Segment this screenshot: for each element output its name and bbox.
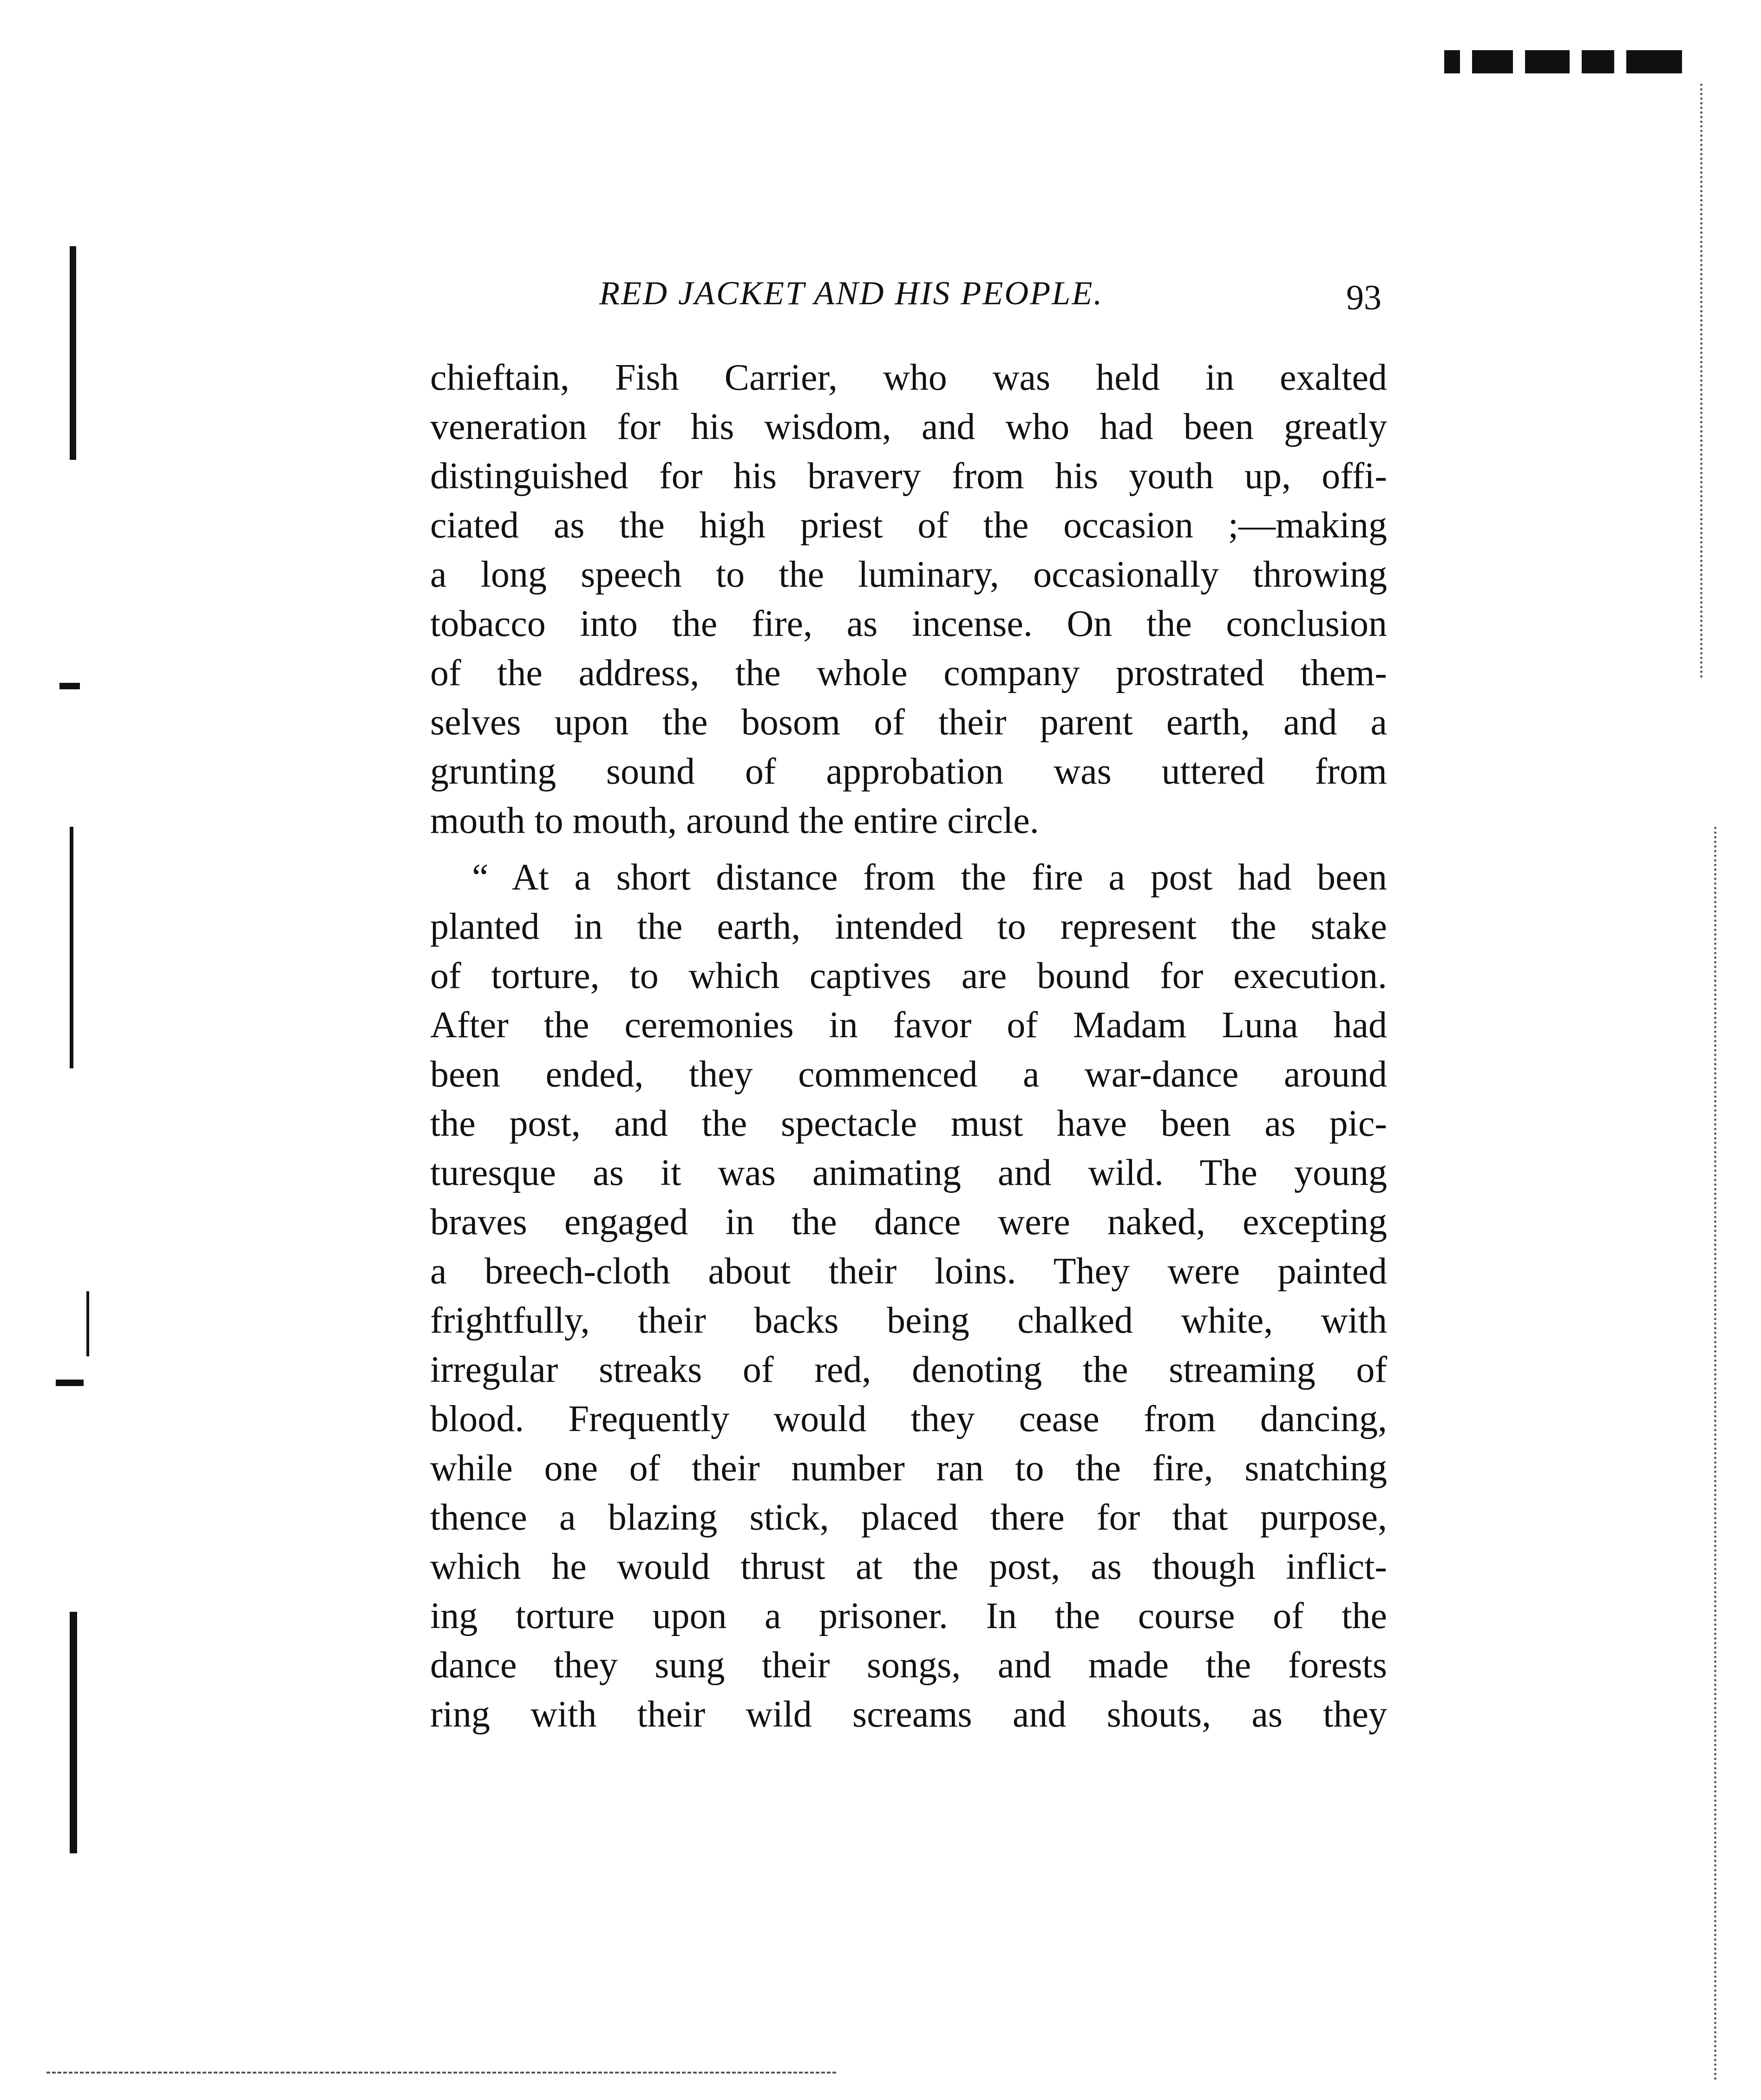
body-text <box>430 353 1387 1739</box>
page-number: 93 <box>1346 278 1381 317</box>
text-line: After the ceremonies in favor of Madam Luna had <box>430 1005 1387 1046</box>
text-line: ciated as the high priest of the occasion ;—making <box>430 505 1387 546</box>
text-line: thence a blazing stick, placed there for that purpose, <box>430 1497 1387 1538</box>
paragraph <box>430 353 1387 845</box>
text-line: which he would thrust at the post, as though inflict- <box>430 1546 1387 1587</box>
text-line: “ At a short distance from the fire a post had been <box>472 857 1387 898</box>
text-line: of torture, to which captives are bound for execution. <box>430 955 1387 996</box>
text-line: ring with their wild screams and shouts, as they <box>430 1694 1387 1735</box>
text-line: planted in the earth, intended to represent the stake <box>430 906 1387 947</box>
text-line: a long speech to the luminary, occasionally throwing <box>430 554 1387 595</box>
text-line: ing torture upon a prisoner. In the course of the <box>430 1596 1387 1636</box>
text-line: dance they sung their songs, and made the forests <box>430 1645 1387 1686</box>
left-edge-mark <box>56 1380 84 1386</box>
text-line: frightfully, their backs being chalked white, with <box>430 1300 1387 1341</box>
text-line: turesque as it was animating and wild. The young <box>430 1152 1387 1193</box>
running-title: RED JACKET AND HIS PEOPLE. <box>599 275 1104 312</box>
text-line: blood. Frequently would they cease from dancing, <box>430 1399 1387 1439</box>
left-edge-mark <box>70 827 73 1068</box>
left-edge-mark <box>86 1291 89 1356</box>
left-edge-mark <box>70 246 76 460</box>
text-line: irregular streaks of red, denoting the streaming of <box>430 1349 1387 1390</box>
text-line: distinguished for his bravery from his youth up, offi- <box>430 456 1387 497</box>
left-edge-mark <box>59 683 80 689</box>
text-line: tobacco into the fire, as incense. On the conclusion <box>430 603 1387 644</box>
text-line: while one of their number ran to the fire, snatching <box>430 1448 1387 1489</box>
text-line: been ended, they commenced a war-dance around <box>430 1054 1387 1095</box>
text-line: selves upon the bosom of their parent earth, and a <box>430 702 1387 743</box>
text-line: chieftain, Fish Carrier, who was held in exalted <box>430 357 1387 398</box>
right-edge-artifact <box>1714 827 1716 2081</box>
right-edge-artifact <box>1700 84 1702 678</box>
scan-artifact-bars <box>1444 50 1682 73</box>
text-line: a breech-cloth about their loins. They were painted <box>430 1251 1387 1292</box>
text-line: braves engaged in the dance were naked, excepting <box>430 1202 1387 1243</box>
text-line: mouth to mouth, around the entire circle. <box>430 800 1039 841</box>
paragraph <box>430 853 1387 1739</box>
text-line: of the address, the whole company prostrated them- <box>430 653 1387 693</box>
text-line: grunting sound of approbation was uttered from <box>430 751 1387 792</box>
text-line: the post, and the spectacle must have been as pic- <box>430 1103 1387 1144</box>
bottom-edge-artifact <box>46 2072 836 2074</box>
left-edge-mark <box>70 1612 77 1853</box>
text-line: veneration for his wisdom, and who had been greatly <box>430 406 1387 447</box>
